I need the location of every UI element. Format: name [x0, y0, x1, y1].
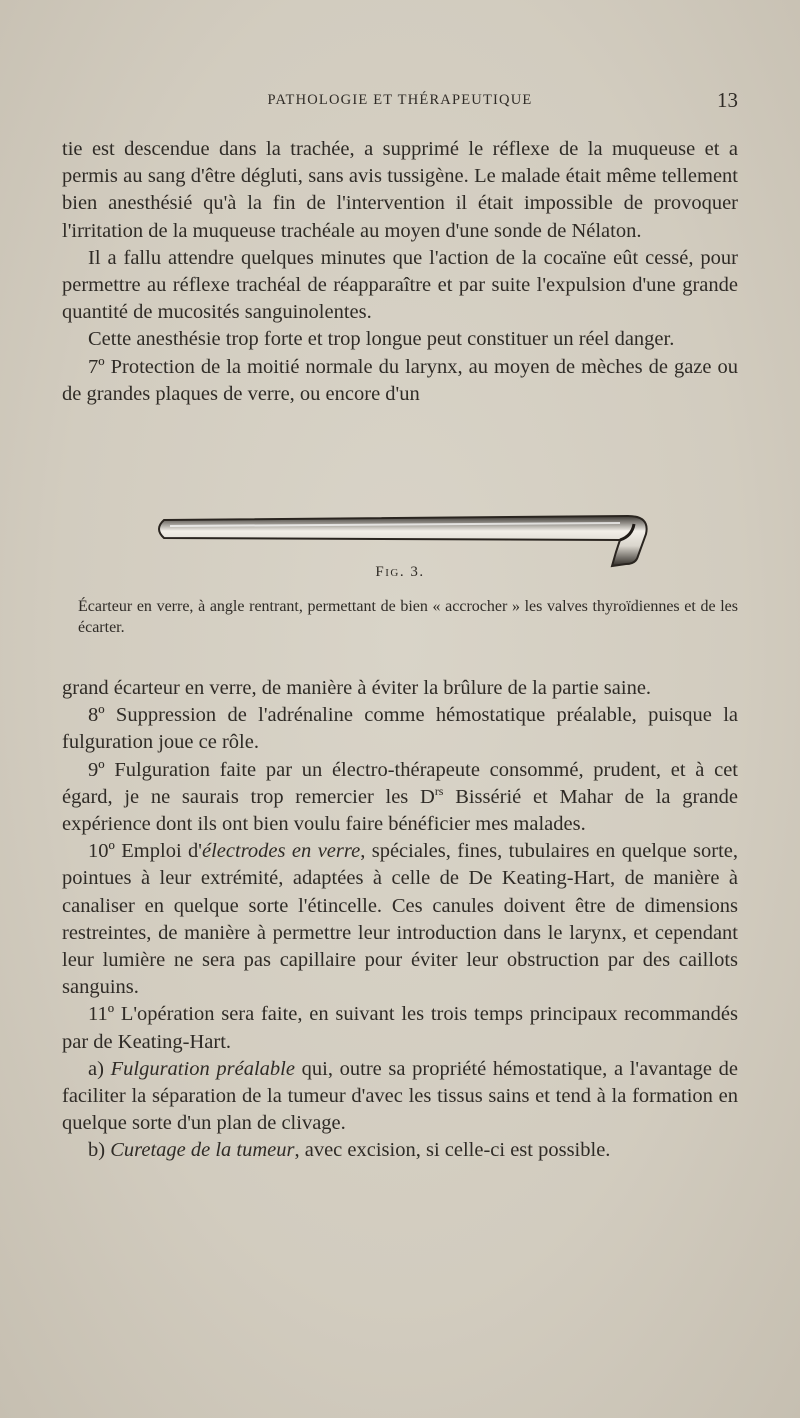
page-number: 13: [717, 88, 738, 112]
text-block-bottom: [62, 675, 738, 1165]
paragraph: tie est descendue dans la trachée, a supprimé le réflexe de la muqueuse et a permis au sang d'être dégluti, sans avis tussigène. Le malade était même tellement bien anesthésié qu'à la fin de l'intervention il était impossible de provoquer l'irritation de la muqueuse trachéale au moyen d'une sonde de Nélaton.: [62, 138, 738, 242]
text-run: , spéciales, fines, tubulaires en quelque sorte, pointues à leur extrémité, adaptées à celle de De Keating-Hart, de manière à canaliser en quelque sorte l'étincelle. Ces canules doivent être de dimensions restreintes, de manière à permettre leur introduction dans le larynx, et cependant leur lumière ne sera pas capillaire pour éviter leur obstruction par des caillots sanguins.: [62, 840, 738, 999]
text-run: , avec excision, si celle-ci est possible.: [294, 1139, 611, 1162]
italic-term: Curetage de la tumeur: [110, 1139, 295, 1162]
paragraph: Cette anesthésie trop forte et trop longue peut constituer un réel danger.: [88, 328, 675, 351]
page-header: [62, 88, 738, 114]
text-run: 9º Fulguration faite par un électro-thérapeute consommé, prudent, et à cet égard, je ne saurais trop remercier les D: [62, 758, 738, 808]
paragraph: [62, 1137, 738, 1164]
superscript: rs: [434, 783, 444, 798]
paragraph: 7º Protection de la moitié normale du larynx, au moyen de mèches de gaze ou de grandes plaques de verre, ou encore d'un: [62, 355, 738, 405]
text-run: qui, outre sa propriété hémostatique, a l'avantage de faciliter la séparation de la tumeur d'avec les tissus sains et tend à la formation en quelque sorte d'un plan de clivage.: [62, 1057, 738, 1135]
text-run: a): [88, 1057, 111, 1080]
paragraph: [62, 1056, 738, 1138]
glass-retractor-illustration: [150, 508, 660, 572]
italic-term: électrodes en verre: [202, 840, 361, 863]
figure-glass-retractor: [150, 508, 660, 572]
italic-term: Fulguration préalable: [110, 1057, 295, 1080]
text-block-top: [62, 136, 738, 408]
paragraph: 11º L'opération sera faite, en suivant les trois temps principaux recommandés par de Keating-Hart.: [62, 1003, 738, 1053]
figure-caption: Écarteur en verre, à angle rentrant, permettant de bien « accrocher » les valves thyroïdiennes et de les écarter.: [78, 598, 738, 636]
text-run: 10º Emploi d': [88, 840, 203, 863]
text-run: b): [88, 1139, 111, 1162]
text-run: Bissérié et Mahar de la grande expérience dont ils ont bien voulu faire bénéficier mes malades.: [62, 785, 738, 836]
figure-label: Fig. 3.: [375, 564, 425, 580]
paragraph: [62, 757, 738, 839]
paragraph: grand écarteur en verre, de manière à éviter la brûlure de la partie saine.: [62, 677, 652, 699]
paragraph: 8º Suppression de l'adrénaline comme hémostatique préalable, puisque la fulguration joue ce rôle.: [62, 704, 738, 754]
running-head: PATHOLOGIE ET THÉRAPEUTIQUE: [267, 92, 533, 108]
paragraph: Il a fallu attendre quelques minutes que l'action de la cocaïne eût cessé, pour permettre au réflexe trachéal de réapparaître et par suite l'expulsion d'une grande quantité de mucosités sanguinolentes.: [62, 246, 738, 324]
paragraph: [62, 838, 738, 1001]
